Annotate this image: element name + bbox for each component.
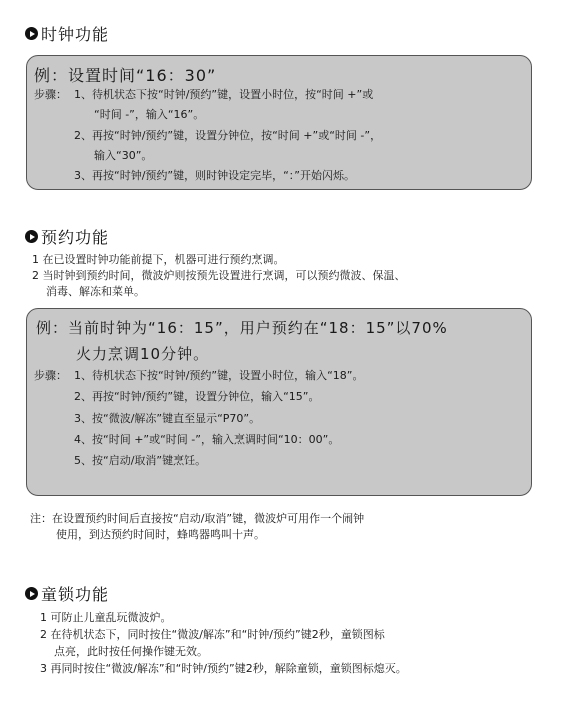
preset-step-5: 5、按“启动/取消”键烹饪。 bbox=[74, 454, 207, 467]
preset-example-title-a: 例：当前时钟为“16：15”，用户预约在“18：15”以70% bbox=[36, 319, 448, 337]
preset-section-title: 预约功能 bbox=[41, 228, 110, 247]
clock-example-title: 例：设置时间“16：30” bbox=[34, 66, 217, 85]
preset-item-2b: 消毒、解冻和菜单。 bbox=[46, 285, 145, 298]
preset-step-3: 3、按“微波/解冻”键直至显示“P70”。 bbox=[74, 412, 261, 425]
play-bullet-icon bbox=[25, 230, 38, 243]
clock-section-heading bbox=[25, 22, 109, 45]
preset-step-1: 1、待机状态下按“时钟/预约”键，设置小时位，输入“18”。 bbox=[74, 369, 364, 382]
preset-note-b: 使用，到达预约时间时，蜂鸣器鸣叫十声。 bbox=[56, 528, 265, 541]
childlock-item-1: 1 可防止儿童乱玩微波炉。 bbox=[40, 611, 172, 624]
preset-steps-label: 步骤： bbox=[34, 369, 67, 382]
clock-step-2a: 2、再按“时钟/预约”键，设置分钟位，按“时间 +”或“时间 -”， bbox=[74, 129, 382, 142]
clock-steps-label: 步骤： bbox=[34, 88, 67, 101]
play-bullet-icon bbox=[25, 27, 38, 40]
preset-section-heading bbox=[25, 225, 109, 248]
clock-step-1b: “时间 -”，输入“16”。 bbox=[94, 108, 205, 121]
play-bullet-icon bbox=[25, 587, 38, 600]
clock-section-title: 时钟功能 bbox=[41, 25, 110, 44]
clock-step-3: 3、再按“时钟/预约”键，则时钟设定完毕，“：”开始闪烁。 bbox=[74, 169, 355, 182]
clock-step-2b: 输入“30”。 bbox=[94, 149, 153, 162]
childlock-item-2a: 2 在待机状态下，同时按住“微波/解冻”和“时钟/预约”键2秒，童锁图标 bbox=[40, 628, 385, 641]
preset-example-title-b: 火力烹调10分钟。 bbox=[76, 345, 210, 363]
childlock-section-heading bbox=[25, 582, 109, 605]
preset-note-a: 注：在设置预约时间后直接按“启动/取消”键，微波炉可用作一个闹钟 bbox=[30, 512, 365, 525]
childlock-section-title: 童锁功能 bbox=[41, 585, 110, 604]
clock-step-1a: 1、待机状态下按“时钟/预约”键，设置小时位，按“时间 +”或 bbox=[74, 88, 374, 101]
preset-step-4: 4、按“时间 +”或“时间 -”，输入烹调时间“10：00”。 bbox=[74, 433, 340, 446]
childlock-item-3: 3 再同时按住“微波/解冻”和“时钟/预约”键2秒，解除童锁，童锁图标熄灭。 bbox=[40, 662, 407, 675]
childlock-item-2b: 点亮，此时按任何操作键无效。 bbox=[54, 645, 208, 658]
preset-step-2: 2、再按“时钟/预约”键，设置分钟位，输入“15”。 bbox=[74, 390, 320, 403]
preset-item-2a: 2 当时钟到预约时间，微波炉则按预先设置进行烹调，可以预约微波、保温、 bbox=[32, 269, 406, 282]
preset-item-1: 1 在已设置时钟功能前提下，机器可进行预约烹调。 bbox=[32, 253, 285, 266]
